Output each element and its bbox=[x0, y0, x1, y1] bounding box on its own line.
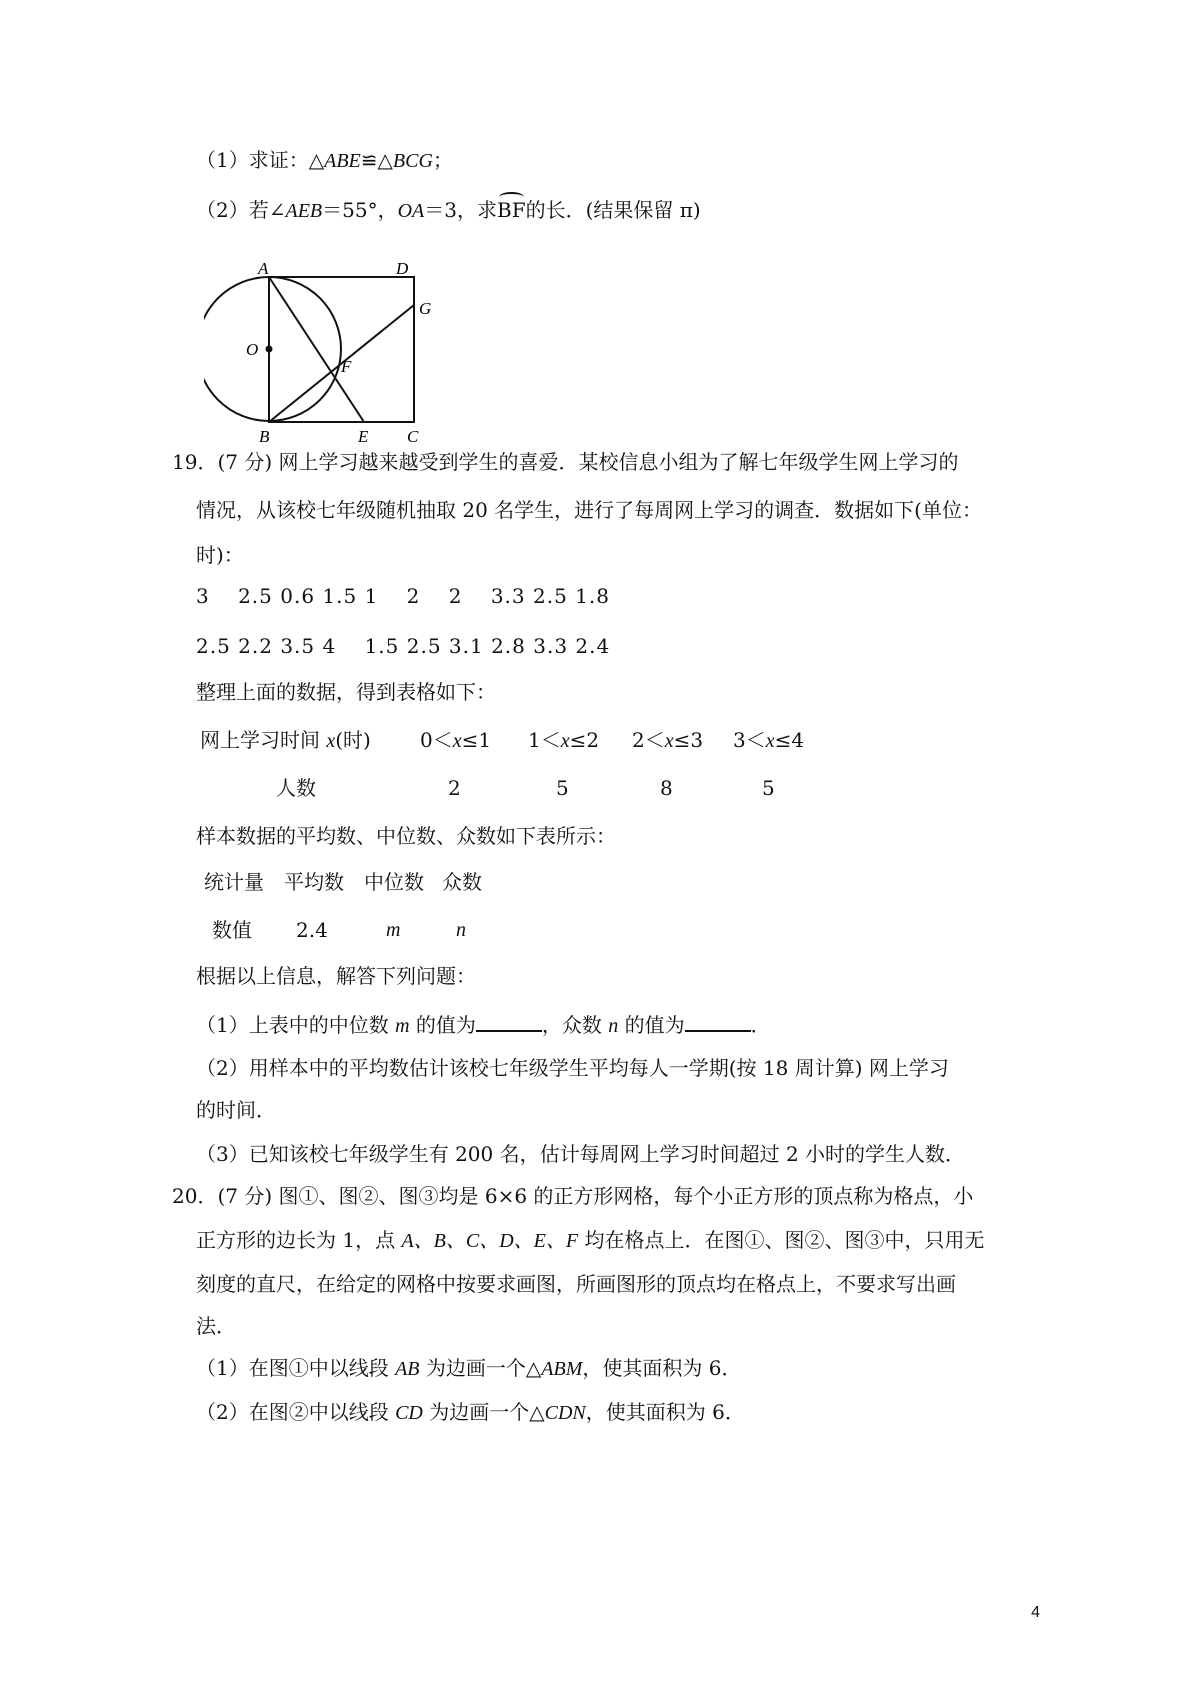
table2-median: m bbox=[386, 919, 401, 941]
q20-line2 bbox=[196, 1230, 984, 1251]
label-o: O bbox=[246, 340, 259, 359]
table2-header-4: 众数 bbox=[442, 870, 482, 894]
q19-table-intro: 整理上面的数据，得到表格如下： bbox=[196, 680, 496, 704]
q20-line2-b: 均在格点上．在图①、图②、图③中，只用无 bbox=[578, 1228, 985, 1252]
q19-p1-text-b: 的值为 bbox=[409, 1013, 476, 1037]
arc-bf: BF bbox=[497, 198, 526, 222]
table1-header-label bbox=[200, 730, 371, 751]
table2-mode: n bbox=[456, 919, 466, 941]
q19-line2: 情况，从该校七年级随机抽取 20 名学生，进行了每周网上学习的调查．数据如下(单位： bbox=[196, 498, 982, 522]
label-c: C bbox=[407, 427, 419, 446]
q19-answer-intro: 根据以上信息，解答下列问题： bbox=[196, 964, 476, 988]
q20-p1-c: ，使其面积为 6． bbox=[582, 1356, 742, 1380]
q18-part1-bcg: BCG bbox=[392, 150, 433, 172]
q19-p1-m: m bbox=[395, 1015, 410, 1037]
range-4-low: 3＜ bbox=[733, 728, 766, 752]
q20-part2 bbox=[196, 1402, 745, 1423]
table1-range-4 bbox=[733, 730, 804, 751]
q20-part1 bbox=[196, 1358, 741, 1379]
q18-part1-prefix: （1）求证：△ bbox=[196, 148, 325, 172]
q18-part2-find: ＝3，求 bbox=[424, 198, 497, 222]
range-2-var: x bbox=[560, 730, 570, 752]
label-e: E bbox=[358, 427, 369, 446]
q20-p2-triangle: CDN bbox=[544, 1402, 586, 1424]
q20-p2-segment: CD bbox=[395, 1402, 423, 1424]
q18-part2-oa: OA bbox=[397, 200, 425, 222]
q20-p1-segment: AB bbox=[395, 1358, 420, 1380]
segment-ae bbox=[269, 277, 364, 422]
q19-data-row2: 2.5 2.2 3.5 4 1.5 2.5 3.1 2.8 3.3 2.4 bbox=[196, 634, 611, 658]
range-4-high: ≤4 bbox=[774, 728, 805, 752]
q19-part2-line2: 的时间． bbox=[196, 1098, 276, 1122]
range-1-high: ≤1 bbox=[461, 728, 492, 752]
label-a: A bbox=[258, 262, 269, 278]
q20-p1-a: （1）在图①中以线段 bbox=[196, 1356, 396, 1380]
q20-p1-b: 为边画一个△ bbox=[419, 1356, 542, 1380]
table1-range-1 bbox=[420, 730, 491, 751]
range-3-low: 2＜ bbox=[632, 728, 665, 752]
range-4-var: x bbox=[765, 730, 775, 752]
table1-header-text: 网上学习时间 bbox=[200, 728, 327, 752]
label-d: D bbox=[396, 262, 409, 278]
page-number: 4 bbox=[1031, 1604, 1040, 1621]
range-2-high: ≤2 bbox=[569, 728, 600, 752]
table1-row-label: 人数 bbox=[276, 776, 316, 800]
q18-part2-angle: ＝55°， bbox=[322, 198, 398, 222]
q19-line1: 19．(7 分) 网上学习越来越受到学生的喜爱．某校信息小组为了解七年级学生网上学习的 bbox=[172, 450, 959, 474]
q20-line3: 刻度的直尺，在给定的网格中按要求画图，所画图形的顶点均在格点上，不要求写出画 bbox=[196, 1272, 956, 1296]
q19-data-row1: 3 2.5 0.6 1.5 1 2 2 3.3 2.5 1.8 bbox=[196, 584, 610, 608]
q19-part3: （3）已知该校七年级学生有 200 名，估计每周网上学习时间超过 2 小时的学生人数． bbox=[196, 1142, 966, 1166]
q19-stats-intro: 样本数据的平均数、中位数、众数如下表所示： bbox=[196, 824, 616, 848]
q20-p2-b: 为边画一个△ bbox=[422, 1400, 545, 1424]
table1-header-var: x bbox=[326, 730, 336, 752]
table1-range-3 bbox=[632, 730, 703, 751]
q20-p2-c: ，使其面积为 6． bbox=[585, 1400, 745, 1424]
table2-mean: 2.4 bbox=[296, 918, 328, 942]
answer-blank-median[interactable] bbox=[476, 1012, 542, 1032]
table2-header-2: 平均数 bbox=[284, 870, 344, 894]
label-f: F bbox=[341, 357, 352, 376]
table1-count-2: 5 bbox=[556, 776, 569, 800]
range-3-var: x bbox=[664, 730, 674, 752]
answer-blank-mode[interactable] bbox=[685, 1012, 751, 1032]
table1-header-unit: (时) bbox=[335, 728, 371, 752]
q18-part2 bbox=[196, 200, 701, 221]
table1-count-4: 5 bbox=[762, 776, 775, 800]
table1-range-2 bbox=[528, 730, 599, 751]
range-3-high: ≤3 bbox=[673, 728, 704, 752]
table2-header-1: 统计量 bbox=[204, 870, 264, 894]
label-b: B bbox=[259, 427, 270, 446]
point-o bbox=[266, 346, 273, 353]
table2-row-label: 数值 bbox=[212, 918, 252, 942]
q20-line1: 20．(7 分) 图①、图②、图③均是 6×6 的正方形网格，每个小正方形的顶点称为格点，小 bbox=[172, 1184, 974, 1208]
q19-p1-text-e: ． bbox=[750, 1013, 771, 1037]
q18-part1-suffix: ； bbox=[432, 148, 453, 172]
q20-p2-a: （2）在图②中以线段 bbox=[196, 1400, 396, 1424]
q20-line2-points: A、B、C、D、E、F bbox=[401, 1230, 579, 1252]
range-2-low: 1＜ bbox=[528, 728, 561, 752]
q18-part1-abe: ABE bbox=[324, 150, 361, 172]
table1-count-3: 8 bbox=[660, 776, 673, 800]
table2-header-3: 中位数 bbox=[364, 870, 424, 894]
q20-p1-triangle: ABM bbox=[541, 1358, 583, 1380]
q18-part1 bbox=[196, 150, 453, 171]
q19-part1 bbox=[196, 1012, 771, 1036]
q20-line2-a: 正方形的边长为 1，点 bbox=[196, 1228, 402, 1252]
q19-p1-text-d: 的值为 bbox=[618, 1013, 685, 1037]
range-1-var: x bbox=[452, 730, 462, 752]
q19-line3: 时)： bbox=[196, 543, 244, 567]
q18-part2-aeb: AEB bbox=[285, 200, 323, 222]
q19-p1-text-a: （1）上表中的中位数 bbox=[196, 1013, 396, 1037]
table1-count-1: 2 bbox=[448, 776, 461, 800]
q18-part1-congruent: ≌△ bbox=[360, 148, 393, 172]
q18-part2-prefix: （2）若∠ bbox=[196, 198, 286, 222]
geometry-figure bbox=[204, 262, 464, 462]
range-1-low: 0＜ bbox=[420, 728, 453, 752]
q20-line4: 法． bbox=[196, 1314, 236, 1338]
q18-part2-suffix: 的长．(结果保留 π) bbox=[525, 198, 701, 222]
q19-p1-n: n bbox=[608, 1015, 619, 1037]
label-g: G bbox=[419, 299, 432, 318]
q19-part2-line1: （2）用样本中的平均数估计该校七年级学生平均每人一学期(按 18 周计算) 网上学习 bbox=[196, 1056, 949, 1080]
q19-p1-text-c: ，众数 bbox=[541, 1013, 609, 1037]
